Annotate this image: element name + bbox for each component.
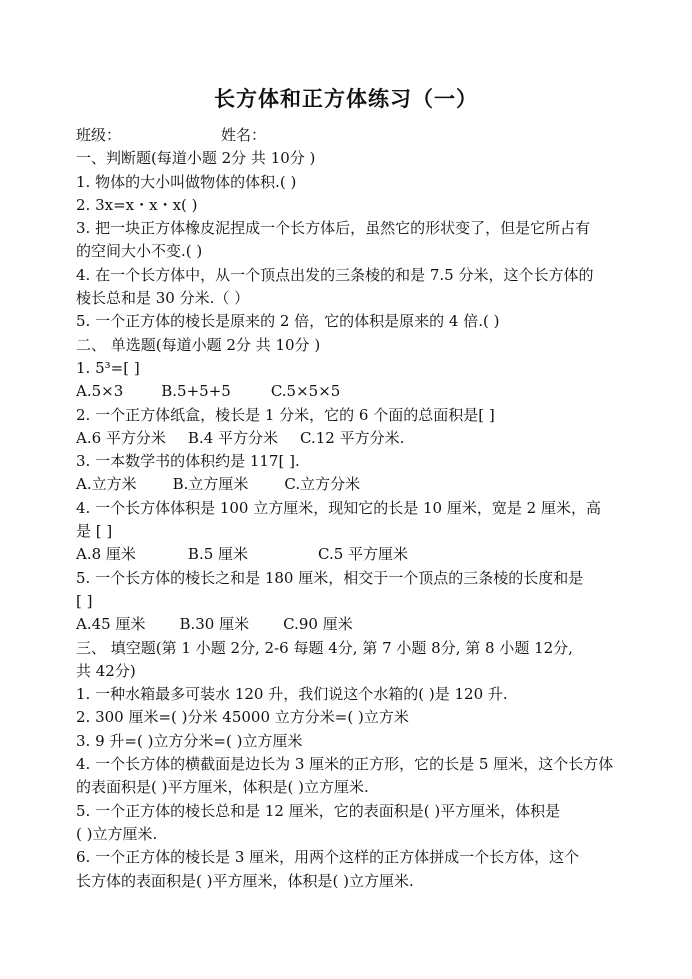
s2-question-4-options — [76, 543, 621, 566]
option-c: C.12 平方分米. — [300, 428, 405, 447]
s3-question-3: 3. 9 升=( )立方分米=( )立方厘米 — [76, 731, 303, 750]
s1-question-5: 5. 一个正方体的棱长是原来的 2 倍，它的体积是原来的 4 倍.( ) — [76, 312, 500, 331]
student-info-row — [76, 124, 621, 147]
s3-question-1: 1. 一种水箱最多可装水 120 升，我们说这个水箱的( )是 120 升. — [76, 685, 508, 704]
option-b: B.5+5+5 — [161, 382, 231, 401]
class-label: 班级： — [76, 126, 122, 144]
option-a: A.5×3 — [76, 382, 124, 401]
option-c: C.立方分米 — [284, 475, 361, 494]
s1-question-4-line2: 棱长总和是 30 分米.（ ） — [76, 289, 250, 308]
s2-question-5-line1: 5. 一个长方体的棱长之和是 180 厘米，相交于一个顶点的三条棱的长度和是 — [76, 568, 584, 587]
s3-question-5-line2: ( )立方厘米. — [76, 824, 158, 843]
option-b: B.立方厘米 — [172, 475, 249, 494]
s2-question-3-options — [76, 473, 621, 496]
s1-question-4-line1: 4. 在一个长方体中，从一个顶点出发的三条棱的和是 7.5 分米，这个长方体的 — [76, 265, 594, 284]
s1-question-2: 2. 3x=x・x・x( ) — [76, 195, 198, 214]
s3-question-5-line1: 5. 一个正方体的棱长总和是 12 厘米，它的表面积是( )平方厘米，体积是 — [76, 801, 561, 820]
option-a: A.45 厘米 — [76, 615, 146, 634]
s2-question-3: 3. 一本数学书的体积约是 117[ ]. — [76, 452, 300, 471]
section3-heading-line1: 三、 填空题(第 1 小题 2分, 2-6 每题 4分, 第 7 小题 8分, 第 8 小题 12分, — [76, 638, 573, 657]
s2-question-1-options — [76, 380, 621, 403]
s2-question-1: 1. 5³=[ ] — [76, 358, 140, 377]
s2-question-5-line2: [ ] — [76, 591, 93, 610]
s2-question-2: 2. 一个正方体纸盒，棱长是 1 分米，它的 6 个面的总面积是[ ] — [76, 405, 495, 424]
s3-question-4-line2: 的表面积是( )平方厘米，体积是( )立方厘米. — [76, 778, 369, 797]
s3-question-6-line2: 长方体的表面积是( )平方厘米，体积是( )立方厘米. — [76, 871, 414, 890]
s2-question-4-line2: 是 [ ] — [76, 522, 113, 541]
option-b: B.5 厘米 — [187, 545, 249, 564]
section1-heading: 一、判断题(每道小题 2分 共 10分 ) — [76, 149, 316, 168]
option-a: A.立方米 — [76, 475, 137, 494]
option-a: A.8 厘米 — [76, 545, 136, 564]
name-label: 姓名： — [221, 126, 267, 144]
s1-question-3-line1: 3. 把一块正方体橡皮泥捏成一个长方体后，虽然它的形状变了，但是它所占有 — [76, 219, 591, 238]
s3-question-6-line1: 6. 一个正方体的棱长是 3 厘米，用两个这样的正方体拼成一个长方体，这个 — [76, 848, 580, 867]
s2-question-2-options — [76, 427, 621, 450]
option-c: C.90 厘米 — [283, 615, 353, 634]
section3-heading-line2: 共 42分) — [76, 661, 136, 680]
option-a: A.6 平方分米 — [76, 428, 166, 447]
option-c: C.5 平方厘米 — [318, 545, 409, 564]
worksheet-content — [76, 124, 621, 893]
s1-question-3-line2: 的空间大小不变.( ) — [76, 242, 203, 261]
option-c: C.5×5×5 — [270, 382, 341, 401]
s2-question-4-line1: 4. 一个长方体体积是 100 立方厘米，现知它的长是 10 厘米，宽是 2 厘米，高 — [76, 498, 601, 517]
s1-question-1: 1. 物体的大小叫做物体的体积.( ) — [76, 172, 297, 191]
section2-heading: 二、 单选题(每道小题 2分 共 10分 ) — [76, 335, 321, 354]
s3-question-2: 2. 300 厘米=( )分米 45000 立方分米=( )立方米 — [76, 708, 409, 727]
s3-question-4-line1: 4. 一个长方体的横截面是边长为 3 厘米的正方形，它的长是 5 厘米，这个长方体 — [76, 755, 614, 774]
s2-question-5-options — [76, 613, 621, 636]
option-b: B.30 厘米 — [179, 615, 250, 634]
page-title: 长方体和正方体练习（一） — [214, 87, 478, 111]
option-b: B.4 平方分米 — [187, 428, 279, 447]
